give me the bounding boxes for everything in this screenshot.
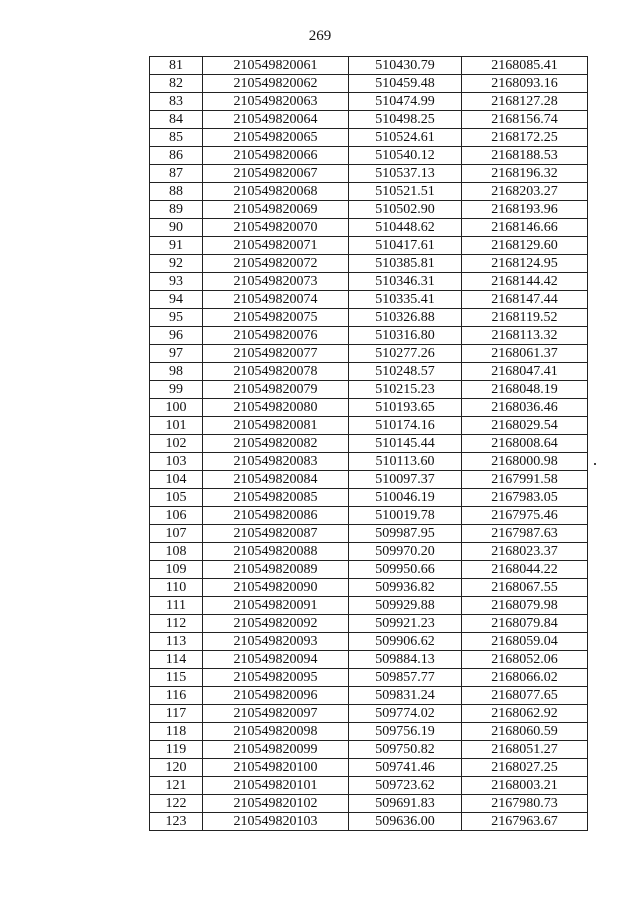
point-id-cell: 210549820065 <box>203 129 349 147</box>
point-id-cell: 210549820103 <box>203 813 349 831</box>
x-coordinate-cell: 510430.79 <box>349 57 462 75</box>
x-coordinate-cell: 510326.88 <box>349 309 462 327</box>
table-row <box>150 741 588 759</box>
table-row <box>150 237 588 255</box>
point-id-cell: 210549820083 <box>203 453 349 471</box>
row-index-cell: 122 <box>150 795 203 813</box>
table-row <box>150 255 588 273</box>
table-row <box>150 471 588 489</box>
row-index-cell: 111 <box>150 597 203 615</box>
row-index-cell: 95 <box>150 309 203 327</box>
table-row <box>150 345 588 363</box>
x-coordinate-cell: 510524.61 <box>349 129 462 147</box>
x-coordinate-cell: 510346.31 <box>349 273 462 291</box>
y-coordinate-cell: 2168023.37 <box>462 543 588 561</box>
point-id-cell: 210549820070 <box>203 219 349 237</box>
x-coordinate-cell: 510335.41 <box>349 291 462 309</box>
table-row <box>150 75 588 93</box>
x-coordinate-cell: 509970.20 <box>349 543 462 561</box>
table-row <box>150 561 588 579</box>
y-coordinate-cell: 2168079.98 <box>462 597 588 615</box>
y-coordinate-cell: 2168188.53 <box>462 147 588 165</box>
y-coordinate-cell: 2168196.32 <box>462 165 588 183</box>
point-id-cell: 210549820068 <box>203 183 349 201</box>
y-coordinate-cell: 2168067.55 <box>462 579 588 597</box>
y-coordinate-cell: 2168124.95 <box>462 255 588 273</box>
table-row <box>150 813 588 831</box>
table-row <box>150 57 588 75</box>
point-id-cell: 210549820066 <box>203 147 349 165</box>
row-index-cell: 81 <box>150 57 203 75</box>
point-id-cell: 210549820096 <box>203 687 349 705</box>
point-id-cell: 210549820082 <box>203 435 349 453</box>
table-row <box>150 93 588 111</box>
scan-speck <box>594 463 596 465</box>
x-coordinate-cell: 509756.19 <box>349 723 462 741</box>
y-coordinate-cell: 2167963.67 <box>462 813 588 831</box>
table-row <box>150 327 588 345</box>
table-row <box>150 309 588 327</box>
y-coordinate-cell: 2168093.16 <box>462 75 588 93</box>
y-coordinate-cell: 2168119.52 <box>462 309 588 327</box>
table-row <box>150 129 588 147</box>
x-coordinate-cell: 510498.25 <box>349 111 462 129</box>
table-row <box>150 489 588 507</box>
y-coordinate-cell: 2168066.02 <box>462 669 588 687</box>
point-id-cell: 210549820098 <box>203 723 349 741</box>
x-coordinate-cell: 510277.26 <box>349 345 462 363</box>
y-coordinate-cell: 2168036.46 <box>462 399 588 417</box>
row-index-cell: 89 <box>150 201 203 219</box>
point-id-cell: 210549820074 <box>203 291 349 309</box>
y-coordinate-cell: 2168059.04 <box>462 633 588 651</box>
y-coordinate-cell: 2168127.28 <box>462 93 588 111</box>
table-row <box>150 435 588 453</box>
row-index-cell: 91 <box>150 237 203 255</box>
table-row <box>150 597 588 615</box>
x-coordinate-cell: 510174.16 <box>349 417 462 435</box>
coordinate-table <box>149 56 588 831</box>
point-id-cell: 210549820102 <box>203 795 349 813</box>
y-coordinate-cell: 2168077.65 <box>462 687 588 705</box>
point-id-cell: 210549820077 <box>203 345 349 363</box>
x-coordinate-cell: 510459.48 <box>349 75 462 93</box>
x-coordinate-cell: 509936.82 <box>349 579 462 597</box>
point-id-cell: 210549820080 <box>203 399 349 417</box>
x-coordinate-cell: 509857.77 <box>349 669 462 687</box>
y-coordinate-cell: 2168044.22 <box>462 561 588 579</box>
point-id-cell: 210549820090 <box>203 579 349 597</box>
x-coordinate-cell: 510474.99 <box>349 93 462 111</box>
point-id-cell: 210549820088 <box>203 543 349 561</box>
row-index-cell: 86 <box>150 147 203 165</box>
table-row <box>150 525 588 543</box>
row-index-cell: 92 <box>150 255 203 273</box>
point-id-cell: 210549820071 <box>203 237 349 255</box>
x-coordinate-cell: 510521.51 <box>349 183 462 201</box>
x-coordinate-cell: 510316.80 <box>349 327 462 345</box>
point-id-cell: 210549820079 <box>203 381 349 399</box>
y-coordinate-cell: 2168113.32 <box>462 327 588 345</box>
y-coordinate-cell: 2168172.25 <box>462 129 588 147</box>
point-id-cell: 210549820091 <box>203 597 349 615</box>
x-coordinate-cell: 509831.24 <box>349 687 462 705</box>
point-id-cell: 210549820097 <box>203 705 349 723</box>
point-id-cell: 210549820076 <box>203 327 349 345</box>
x-coordinate-cell: 509723.62 <box>349 777 462 795</box>
x-coordinate-cell: 510193.65 <box>349 399 462 417</box>
y-coordinate-cell: 2167987.63 <box>462 525 588 543</box>
y-coordinate-cell: 2168047.41 <box>462 363 588 381</box>
table-row <box>150 705 588 723</box>
row-index-cell: 114 <box>150 651 203 669</box>
y-coordinate-cell: 2167975.46 <box>462 507 588 525</box>
row-index-cell: 90 <box>150 219 203 237</box>
row-index-cell: 99 <box>150 381 203 399</box>
y-coordinate-cell: 2168079.84 <box>462 615 588 633</box>
x-coordinate-cell: 510248.57 <box>349 363 462 381</box>
table-row <box>150 723 588 741</box>
point-id-cell: 210549820093 <box>203 633 349 651</box>
row-index-cell: 118 <box>150 723 203 741</box>
row-index-cell: 102 <box>150 435 203 453</box>
row-index-cell: 115 <box>150 669 203 687</box>
y-coordinate-cell: 2168029.54 <box>462 417 588 435</box>
x-coordinate-cell: 510540.12 <box>349 147 462 165</box>
row-index-cell: 83 <box>150 93 203 111</box>
point-id-cell: 210549820069 <box>203 201 349 219</box>
table-row <box>150 543 588 561</box>
point-id-cell: 210549820089 <box>203 561 349 579</box>
point-id-cell: 210549820087 <box>203 525 349 543</box>
x-coordinate-cell: 510097.37 <box>349 471 462 489</box>
y-coordinate-cell: 2168144.42 <box>462 273 588 291</box>
row-index-cell: 100 <box>150 399 203 417</box>
table-row <box>150 777 588 795</box>
point-id-cell: 210549820099 <box>203 741 349 759</box>
y-coordinate-cell: 2167980.73 <box>462 795 588 813</box>
row-index-cell: 96 <box>150 327 203 345</box>
point-id-cell: 210549820078 <box>203 363 349 381</box>
y-coordinate-cell: 2168008.64 <box>462 435 588 453</box>
table-row <box>150 795 588 813</box>
row-index-cell: 121 <box>150 777 203 795</box>
table-row <box>150 399 588 417</box>
point-id-cell: 210549820064 <box>203 111 349 129</box>
table-row <box>150 183 588 201</box>
y-coordinate-cell: 2168129.60 <box>462 237 588 255</box>
y-coordinate-cell: 2168061.37 <box>462 345 588 363</box>
y-coordinate-cell: 2168062.92 <box>462 705 588 723</box>
point-id-cell: 210549820094 <box>203 651 349 669</box>
x-coordinate-cell: 510019.78 <box>349 507 462 525</box>
row-index-cell: 112 <box>150 615 203 633</box>
coordinate-table-body <box>150 57 588 831</box>
row-index-cell: 113 <box>150 633 203 651</box>
row-index-cell: 107 <box>150 525 203 543</box>
row-index-cell: 97 <box>150 345 203 363</box>
table-row <box>150 615 588 633</box>
row-index-cell: 105 <box>150 489 203 507</box>
point-id-cell: 210549820073 <box>203 273 349 291</box>
y-coordinate-cell: 2168000.98 <box>462 453 588 471</box>
x-coordinate-cell: 510537.13 <box>349 165 462 183</box>
y-coordinate-cell: 2168060.59 <box>462 723 588 741</box>
point-id-cell: 210549820072 <box>203 255 349 273</box>
row-index-cell: 110 <box>150 579 203 597</box>
x-coordinate-cell: 509741.46 <box>349 759 462 777</box>
row-index-cell: 87 <box>150 165 203 183</box>
table-row <box>150 669 588 687</box>
row-index-cell: 85 <box>150 129 203 147</box>
table-row <box>150 219 588 237</box>
row-index-cell: 98 <box>150 363 203 381</box>
x-coordinate-cell: 509906.62 <box>349 633 462 651</box>
y-coordinate-cell: 2168193.96 <box>462 201 588 219</box>
table-row <box>150 363 588 381</box>
row-index-cell: 84 <box>150 111 203 129</box>
x-coordinate-cell: 509950.66 <box>349 561 462 579</box>
x-coordinate-cell: 509921.23 <box>349 615 462 633</box>
point-id-cell: 210549820075 <box>203 309 349 327</box>
x-coordinate-cell: 509774.02 <box>349 705 462 723</box>
table-row <box>150 453 588 471</box>
point-id-cell: 210549820101 <box>203 777 349 795</box>
x-coordinate-cell: 509929.88 <box>349 597 462 615</box>
x-coordinate-cell: 510215.23 <box>349 381 462 399</box>
row-index-cell: 82 <box>150 75 203 93</box>
point-id-cell: 210549820063 <box>203 93 349 111</box>
x-coordinate-cell: 510385.81 <box>349 255 462 273</box>
table-row <box>150 273 588 291</box>
row-index-cell: 93 <box>150 273 203 291</box>
table-row <box>150 417 588 435</box>
row-index-cell: 106 <box>150 507 203 525</box>
y-coordinate-cell: 2167991.58 <box>462 471 588 489</box>
y-coordinate-cell: 2168203.27 <box>462 183 588 201</box>
point-id-cell: 210549820081 <box>203 417 349 435</box>
y-coordinate-cell: 2168146.66 <box>462 219 588 237</box>
row-index-cell: 116 <box>150 687 203 705</box>
table-row <box>150 165 588 183</box>
table-row <box>150 651 588 669</box>
table-row <box>150 381 588 399</box>
row-index-cell: 109 <box>150 561 203 579</box>
table-row <box>150 687 588 705</box>
point-id-cell: 210549820085 <box>203 489 349 507</box>
x-coordinate-cell: 509884.13 <box>349 651 462 669</box>
x-coordinate-cell: 510502.90 <box>349 201 462 219</box>
row-index-cell: 120 <box>150 759 203 777</box>
point-id-cell: 210549820084 <box>203 471 349 489</box>
row-index-cell: 119 <box>150 741 203 759</box>
y-coordinate-cell: 2168051.27 <box>462 741 588 759</box>
x-coordinate-cell: 509750.82 <box>349 741 462 759</box>
x-coordinate-cell: 510145.44 <box>349 435 462 453</box>
table-row <box>150 633 588 651</box>
row-index-cell: 108 <box>150 543 203 561</box>
x-coordinate-cell: 510417.61 <box>349 237 462 255</box>
y-coordinate-cell: 2168003.21 <box>462 777 588 795</box>
row-index-cell: 101 <box>150 417 203 435</box>
x-coordinate-cell: 509691.83 <box>349 795 462 813</box>
x-coordinate-cell: 509987.95 <box>349 525 462 543</box>
y-coordinate-cell: 2168156.74 <box>462 111 588 129</box>
table-row <box>150 291 588 309</box>
point-id-cell: 210549820067 <box>203 165 349 183</box>
table-row <box>150 147 588 165</box>
x-coordinate-cell: 510046.19 <box>349 489 462 507</box>
row-index-cell: 88 <box>150 183 203 201</box>
point-id-cell: 210549820095 <box>203 669 349 687</box>
table-row <box>150 111 588 129</box>
row-index-cell: 104 <box>150 471 203 489</box>
row-index-cell: 94 <box>150 291 203 309</box>
y-coordinate-cell: 2168085.41 <box>462 57 588 75</box>
y-coordinate-cell: 2168147.44 <box>462 291 588 309</box>
table-row <box>150 759 588 777</box>
point-id-cell: 210549820086 <box>203 507 349 525</box>
row-index-cell: 123 <box>150 813 203 831</box>
y-coordinate-cell: 2168052.06 <box>462 651 588 669</box>
table-row <box>150 507 588 525</box>
row-index-cell: 117 <box>150 705 203 723</box>
point-id-cell: 210549820061 <box>203 57 349 75</box>
table-row <box>150 579 588 597</box>
point-id-cell: 210549820062 <box>203 75 349 93</box>
point-id-cell: 210549820100 <box>203 759 349 777</box>
x-coordinate-cell: 509636.00 <box>349 813 462 831</box>
y-coordinate-cell: 2168027.25 <box>462 759 588 777</box>
page-number: 269 <box>308 28 332 44</box>
table-row <box>150 201 588 219</box>
y-coordinate-cell: 2167983.05 <box>462 489 588 507</box>
x-coordinate-cell: 510448.62 <box>349 219 462 237</box>
point-id-cell: 210549820092 <box>203 615 349 633</box>
x-coordinate-cell: 510113.60 <box>349 453 462 471</box>
row-index-cell: 103 <box>150 453 203 471</box>
y-coordinate-cell: 2168048.19 <box>462 381 588 399</box>
